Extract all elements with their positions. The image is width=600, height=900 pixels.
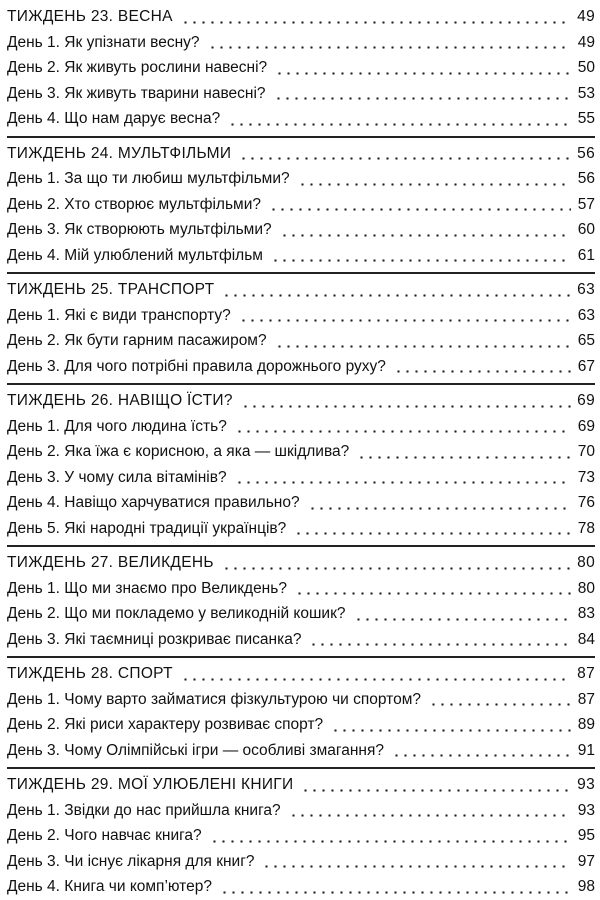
day-title: День 1. За що ти любиш мультфільми? [7,170,290,187]
day-title: День 1. Що ми знаємо про Великдень? [7,579,287,597]
day-entry-row[interactable] [7,328,595,354]
dot-leader [298,183,571,186]
day-entry-row[interactable] [7,465,595,491]
day-entry-row[interactable] [7,823,595,849]
day-entry-row[interactable] [7,217,595,243]
page-number: 73 [577,468,595,486]
day-entry-row[interactable] [7,687,595,713]
day-entry-row[interactable] [7,166,595,192]
day-title: День 2. Хто створює мультфільми? [7,195,261,213]
week-section [7,767,595,900]
dot-leader [392,754,571,757]
day-entry-row[interactable] [7,243,595,269]
day-title: День 4. Мій улюблений мультфільм [7,246,263,264]
dot-leader [220,891,571,894]
day-entry-row[interactable] [7,516,595,542]
week-heading-row[interactable] [7,4,595,30]
dot-leader [239,157,571,160]
dot-leader [301,789,571,792]
day-title: День 4. Навіщо харчуватися правильно? [7,494,300,511]
day-title: День 2. Чого навчає книга? [7,827,202,844]
page-number: 63 [577,281,595,298]
dot-leader [308,507,571,510]
dot-leader [295,592,571,595]
week-section [7,4,595,132]
dot-leader [210,840,571,843]
day-title: День 2. Яка їжа є корисною, а яка — шкідлива? [7,443,350,460]
page-number: 80 [577,554,595,571]
day-entry-row[interactable] [7,627,595,653]
page-number: 97 [577,852,595,870]
page-number: 95 [577,827,595,844]
page-number: 65 [577,332,595,349]
week-title: ТИЖДЕНЬ 28. СПОРТ [7,665,173,682]
dot-leader [394,370,571,373]
day-entry-row[interactable] [7,106,595,132]
page-number: 80 [577,579,595,597]
day-title: День 2. Що ми покладемо у великодній кошик? [7,605,346,622]
week-section [7,136,595,269]
week-section [7,383,595,541]
table-of-contents [7,4,595,900]
day-title: День 1. Звідки до нас прийшла книга? [7,801,281,819]
page-number: 93 [577,776,595,793]
week-heading-row[interactable] [7,141,595,167]
week-heading-row[interactable] [7,772,595,798]
page-number: 84 [577,630,595,648]
day-entry-row[interactable] [7,490,595,516]
page-number: 49 [577,33,595,51]
dot-leader [275,72,571,75]
page-number: 60 [577,221,595,238]
day-entry-row[interactable] [7,576,595,602]
week-heading-row[interactable] [7,388,595,414]
dot-leader [357,456,571,459]
page-number: 78 [577,519,595,537]
week-heading-row[interactable] [7,550,595,576]
day-title: День 3. Як живуть тварини навесні? [7,84,266,102]
page-number: 83 [577,605,595,622]
page-number: 61 [577,246,595,264]
dot-leader [208,46,571,49]
week-section [7,545,595,652]
dot-leader [269,208,571,211]
week-title: ТИЖДЕНЬ 27. ВЕЛИКДЕНЬ [7,554,214,571]
dot-leader [429,703,571,706]
dot-leader [274,97,571,100]
page-number: 49 [577,8,595,25]
week-title: ТИЖДЕНЬ 26. НАВІЩО ЇСТИ? [7,392,233,409]
week-section [7,656,595,763]
page-number: 76 [577,494,595,511]
day-title: День 4. Що нам дарує весна? [7,110,221,127]
day-entry-row[interactable] [7,712,595,738]
dot-leader [271,259,571,262]
day-entry-row[interactable] [7,601,595,627]
dot-leader [280,234,571,237]
week-heading-row[interactable] [7,277,595,303]
day-title: День 1. Як упізнати весну? [7,33,200,51]
week-section [7,272,595,379]
page-number: 50 [577,59,595,76]
day-entry-row[interactable] [7,303,595,329]
week-title: ТИЖДЕНЬ 29. МОЇ УЛЮБЛЕНІ КНИГИ [7,776,294,793]
page-number: 57 [577,195,595,213]
dot-leader [181,21,571,24]
dot-leader [181,678,571,681]
day-title: День 1. Для чого людина їсть? [7,417,227,435]
page-number: 87 [577,665,595,682]
day-title: День 3. Для чого потрібні правила дорожнього руху? [7,357,386,375]
day-title: День 3. Які таємниці розкриває писанка? [7,630,302,648]
dot-leader [275,345,571,348]
page-number: 69 [577,417,595,435]
page-number: 55 [577,110,595,127]
week-heading-row[interactable] [7,661,595,687]
day-title: День 3. У чому сила вітамінів? [7,468,227,486]
page-number: 63 [577,306,595,324]
dot-leader [294,532,571,535]
day-entry-row[interactable] [7,439,595,465]
day-entry-row[interactable] [7,354,595,380]
page-number: 93 [577,801,595,819]
day-title: День 3. Чому Олімпійські ігри — особливі змагання? [7,741,384,759]
dot-leader [289,814,571,817]
dot-leader [235,430,571,433]
day-title: День 5. Які народні традиції українців? [7,519,287,537]
page-number: 56 [577,144,595,162]
day-title: День 2. Які риси характеру розвиває спорт? [7,716,324,733]
day-entry-row[interactable] [7,30,595,56]
dot-leader [354,618,572,621]
day-title: День 2. Як живуть рослини навесні? [7,59,268,76]
page-number: 56 [577,170,595,187]
day-title: День 1. Чому варто займатися фізкультурою чи спортом? [7,690,421,708]
day-entry-row[interactable] [7,738,595,764]
page-number: 70 [577,443,595,460]
page-number: 89 [577,716,595,733]
dot-leader [331,729,571,732]
day-entry-row[interactable] [7,55,595,81]
day-entry-row[interactable] [7,849,595,875]
day-title: День 2. Як бути гарним пасажиром? [7,332,267,349]
page-number: 53 [577,84,595,102]
week-title: ТИЖДЕНЬ 23. ВЕСНА [7,8,173,25]
day-entry-row[interactable] [7,81,595,107]
week-title: ТИЖДЕНЬ 24. МУЛЬТФІЛЬМИ [7,144,232,162]
day-title: День 4. Книга чи комп’ютер? [7,878,212,895]
day-title: День 1. Які є види транспорту? [7,306,231,324]
dot-leader [228,123,571,126]
dot-leader [241,405,571,408]
day-entry-row[interactable] [7,798,595,824]
day-title: День 3. Чи існує лікарня для книг? [7,852,255,870]
dot-leader [235,481,571,484]
dot-leader [309,643,571,646]
day-entry-row[interactable] [7,874,595,900]
week-title: ТИЖДЕНЬ 25. ТРАНСПОРТ [7,281,215,298]
page-number: 98 [577,878,595,895]
page-number: 69 [577,392,595,409]
day-entry-row[interactable] [7,414,595,440]
day-entry-row[interactable] [7,192,595,218]
day-title: День 3. Як створюють мультфільми? [7,221,272,238]
dot-leader [222,294,571,297]
dot-leader [239,319,571,322]
dot-leader [222,567,571,570]
dot-leader [262,865,571,868]
page-number: 67 [577,357,595,375]
page-number: 91 [577,741,595,759]
page-number: 87 [577,690,595,708]
